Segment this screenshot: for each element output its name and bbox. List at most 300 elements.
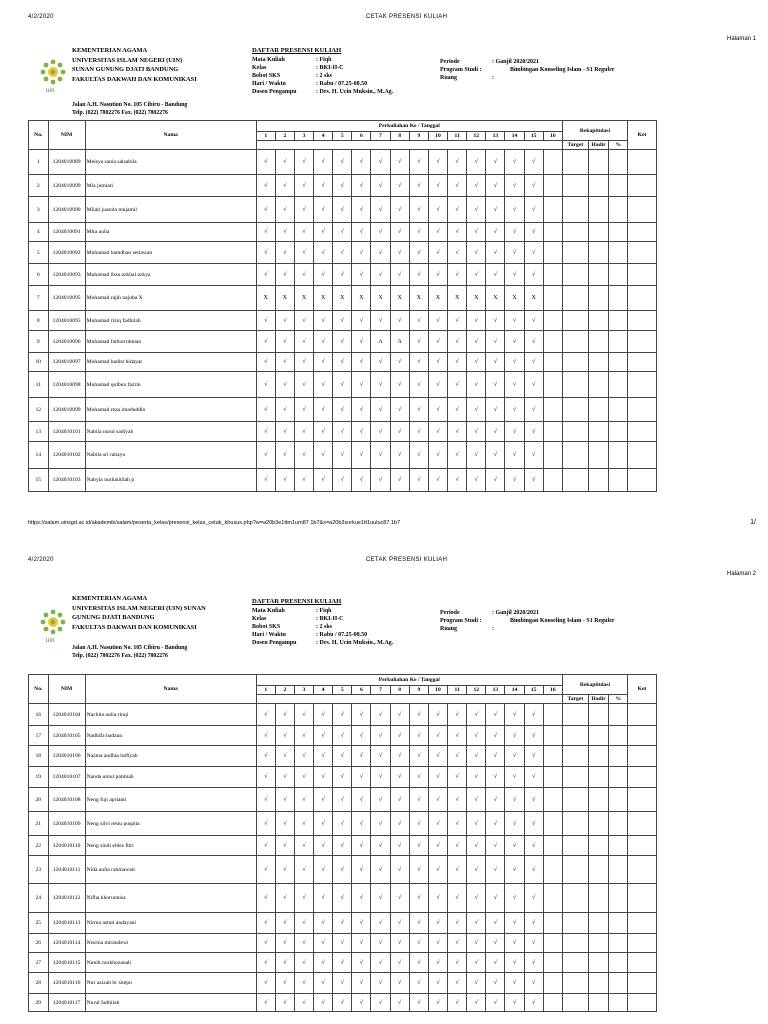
attendance-mark: √ xyxy=(505,422,524,442)
attendance-mark: √ xyxy=(352,242,371,264)
attendance-mark: √ xyxy=(314,812,333,836)
attendance-mark: √ xyxy=(333,150,352,175)
attendance-mark: √ xyxy=(256,856,275,884)
target-cell xyxy=(563,884,589,913)
attendance-mark: √ xyxy=(428,264,447,286)
student-nim: 1204010095 xyxy=(48,311,85,331)
attendance-mark: √ xyxy=(409,812,428,836)
attendance-mark: √ xyxy=(294,767,313,788)
student-name: Muhamad reza imaduddin xyxy=(85,398,256,422)
attendance-mark: √ xyxy=(467,197,486,223)
attendance-mark: √ xyxy=(428,836,447,856)
session-date-row xyxy=(256,695,562,704)
attendance-mark: √ xyxy=(294,331,313,353)
attendance-mark: √ xyxy=(409,372,428,398)
attendance-mark: √ xyxy=(314,398,333,422)
attendance-mark xyxy=(543,812,562,836)
hadir-cell xyxy=(588,812,609,836)
attendance-mark: √ xyxy=(371,398,390,422)
attendance-mark: √ xyxy=(428,223,447,242)
attendance-mark xyxy=(543,788,562,812)
student-name: Nabyla nurhaiitilah p xyxy=(85,469,256,492)
attendance-mark: √ xyxy=(314,973,333,994)
attendance-mark: √ xyxy=(275,994,294,1012)
doc-title: DAFTAR PRESENSI KULIAH xyxy=(252,47,342,54)
hadir-cell xyxy=(588,469,609,492)
attendance-mark: √ xyxy=(524,331,543,353)
target-cell xyxy=(563,836,589,856)
persen-cell xyxy=(609,372,628,398)
attendance-mark: √ xyxy=(333,812,352,836)
attendance-mark: √ xyxy=(505,197,524,223)
hadir-cell xyxy=(588,884,609,913)
attendance-mark: √ xyxy=(448,836,467,856)
attendance-mark: A xyxy=(390,331,409,353)
attendance-mark: √ xyxy=(333,934,352,953)
attendance-mark: √ xyxy=(505,973,524,994)
student-name: Muhamad fathurrohman xyxy=(85,331,256,353)
attendance-mark: √ xyxy=(448,353,467,372)
table-row xyxy=(29,469,657,492)
attendance-mark: √ xyxy=(409,994,428,1012)
attendance-mark: √ xyxy=(448,788,467,812)
row-number: 13 xyxy=(29,422,49,442)
attendance-mark xyxy=(543,856,562,884)
attendance-mark: √ xyxy=(371,223,390,242)
label-prodi: Program Studi : xyxy=(440,618,482,624)
attendance-mark: √ xyxy=(524,953,543,973)
attendance-mark: √ xyxy=(371,469,390,492)
attendance-mark: √ xyxy=(409,746,428,767)
institution-line: KEMENTERIAN AGAMA xyxy=(72,47,148,54)
table-row xyxy=(29,422,657,442)
attendance-mark: √ xyxy=(505,331,524,353)
institution-block xyxy=(72,46,242,84)
attendance-mark: √ xyxy=(314,372,333,398)
label-dosen: Dosen Pengampu xyxy=(252,640,297,646)
attendance-mark: √ xyxy=(486,704,505,726)
attendance-mark: √ xyxy=(314,913,333,934)
attendance-mark: √ xyxy=(409,767,428,788)
attendance-mark: √ xyxy=(428,973,447,994)
attendance-mark: √ xyxy=(275,150,294,175)
attendance-mark: √ xyxy=(505,264,524,286)
value-ruang: : xyxy=(492,75,494,81)
session-header: 4 xyxy=(314,132,333,141)
attendance-mark: √ xyxy=(314,934,333,953)
attendance-mark: √ xyxy=(333,913,352,934)
attendance-mark: √ xyxy=(371,836,390,856)
col-header-rekapitulasi: Rekapitulasi xyxy=(563,121,628,141)
attendance-mark: √ xyxy=(294,469,313,492)
attendance-mark: √ xyxy=(448,856,467,884)
attendance-mark xyxy=(543,836,562,856)
attendance-mark: √ xyxy=(467,973,486,994)
attendance-mark: √ xyxy=(371,175,390,197)
attendance-mark: √ xyxy=(371,704,390,726)
attendance-mark: √ xyxy=(275,442,294,469)
attendance-mark: √ xyxy=(505,767,524,788)
attendance-mark: √ xyxy=(314,836,333,856)
student-name: Muhamad rajib najuba X xyxy=(85,286,256,311)
attendance-mark: √ xyxy=(256,767,275,788)
student-name: Mia jumiati xyxy=(85,175,256,197)
row-number: 23 xyxy=(29,856,49,884)
attendance-mark: √ xyxy=(486,442,505,469)
attendance-mark: √ xyxy=(314,746,333,767)
table-row xyxy=(29,994,657,1012)
attendance-mark: √ xyxy=(448,398,467,422)
institution-line: GUNUNG DJATI BANDUNG xyxy=(72,614,155,621)
student-name: Nurul fadhilah xyxy=(85,994,256,1012)
target-cell xyxy=(563,788,589,812)
table-row xyxy=(29,788,657,812)
attendance-mark: √ xyxy=(505,856,524,884)
row-number: 3 xyxy=(29,197,49,223)
student-nim: 1204010091 xyxy=(48,223,85,242)
attendance-mark: √ xyxy=(314,856,333,884)
attendance-mark: √ xyxy=(294,913,313,934)
target-cell xyxy=(563,372,589,398)
attendance-mark: √ xyxy=(275,372,294,398)
row-number: 24 xyxy=(29,884,49,913)
value-mata-kuliah: : Fiqh xyxy=(316,608,332,614)
row-number: 9 xyxy=(29,331,49,353)
attendance-mark: √ xyxy=(352,422,371,442)
attendance-mark xyxy=(543,175,562,197)
attendance-mark xyxy=(543,422,562,442)
attendance-mark: √ xyxy=(467,884,486,913)
attendance-mark: √ xyxy=(524,223,543,242)
persen-cell xyxy=(609,788,628,812)
attendance-mark: √ xyxy=(275,788,294,812)
attendance-mark: √ xyxy=(371,264,390,286)
attendance-mark: √ xyxy=(524,264,543,286)
persen-cell xyxy=(609,331,628,353)
attendance-mark: √ xyxy=(428,398,447,422)
attendance-mark: √ xyxy=(448,372,467,398)
attendance-mark: √ xyxy=(333,726,352,746)
session-header: 11 xyxy=(448,132,467,141)
target-cell xyxy=(563,812,589,836)
student-nim: 1204010089 xyxy=(48,150,85,175)
target-cell xyxy=(563,767,589,788)
table-row xyxy=(29,372,657,398)
attendance-mark: √ xyxy=(352,442,371,469)
session-header: 13 xyxy=(486,132,505,141)
attendance-mark: √ xyxy=(467,223,486,242)
attendance-mark: √ xyxy=(390,223,409,242)
table-row xyxy=(29,767,657,788)
uin-logo-icon xyxy=(38,608,68,642)
col-header-hadir: Hadir xyxy=(588,695,609,704)
attendance-mark: √ xyxy=(428,913,447,934)
table-row xyxy=(29,331,657,353)
attendance-mark: √ xyxy=(256,934,275,953)
ket-cell xyxy=(627,197,656,223)
hadir-cell xyxy=(588,442,609,469)
attendance-mark: √ xyxy=(505,934,524,953)
attendance-mark: √ xyxy=(524,746,543,767)
attendance-mark: √ xyxy=(428,311,447,331)
attendance-mark: √ xyxy=(524,442,543,469)
attendance-mark: √ xyxy=(333,704,352,726)
attendance-mark: √ xyxy=(390,197,409,223)
attendance-mark: √ xyxy=(390,398,409,422)
attendance-mark: √ xyxy=(409,469,428,492)
attendance-mark: √ xyxy=(275,264,294,286)
target-cell xyxy=(563,973,589,994)
attendance-mark: √ xyxy=(275,175,294,197)
institution-line: KEMENTERIAN AGAMA xyxy=(72,595,148,602)
attendance-mark: √ xyxy=(409,150,428,175)
value-ruang: : xyxy=(492,626,494,632)
attendance-mark: √ xyxy=(275,726,294,746)
attendance-mark: √ xyxy=(524,469,543,492)
ket-cell xyxy=(627,286,656,311)
ket-cell xyxy=(627,353,656,372)
student-nim: 1204010105 xyxy=(48,726,85,746)
attendance-mark: √ xyxy=(352,372,371,398)
attendance-mark: √ xyxy=(275,913,294,934)
attendance-mark: √ xyxy=(524,994,543,1012)
session-header: 10 xyxy=(428,686,447,695)
attendance-mark: √ xyxy=(409,973,428,994)
attendance-mark: √ xyxy=(390,953,409,973)
attendance-mark xyxy=(543,398,562,422)
attendance-mark: √ xyxy=(409,704,428,726)
persen-cell xyxy=(609,704,628,726)
attendance-mark: √ xyxy=(333,973,352,994)
attendance-mark: √ xyxy=(409,353,428,372)
row-number: 2 xyxy=(29,175,49,197)
value-hari: : Rabu / 07.25-08.50 xyxy=(316,81,368,87)
session-date-row xyxy=(256,141,562,150)
attendance-mark: √ xyxy=(256,311,275,331)
attendance-mark: √ xyxy=(524,353,543,372)
attendance-mark: √ xyxy=(294,836,313,856)
student-name: Neng fuji aprianti xyxy=(85,788,256,812)
persen-cell xyxy=(609,973,628,994)
attendance-mark: √ xyxy=(352,973,371,994)
student-nim: 1204010107 xyxy=(48,767,85,788)
student-nim: 1204010102 xyxy=(48,442,85,469)
attendance-mark xyxy=(543,726,562,746)
target-cell xyxy=(563,442,589,469)
label-bobot: Bobot SKS xyxy=(252,73,281,79)
attendance-mark: √ xyxy=(409,726,428,746)
target-cell xyxy=(563,726,589,746)
label-mata-kuliah: Mata Kuliah xyxy=(252,57,285,63)
attendance-mark: √ xyxy=(390,442,409,469)
student-name: Muhamad qolbun fazrin xyxy=(85,372,256,398)
attendance-mark: √ xyxy=(352,994,371,1012)
student-nim: 1204010104 xyxy=(48,704,85,726)
attendance-mark: √ xyxy=(390,422,409,442)
attendance-mark xyxy=(543,442,562,469)
attendance-mark: √ xyxy=(371,746,390,767)
attendance-table xyxy=(28,120,657,492)
attendance-mark: √ xyxy=(294,422,313,442)
label-prodi: Program Studi : xyxy=(440,67,482,73)
ket-cell xyxy=(627,788,656,812)
attendance-mark: √ xyxy=(256,913,275,934)
attendance-mark: √ xyxy=(294,788,313,812)
row-number: 6 xyxy=(29,264,49,286)
attendance-mark: √ xyxy=(256,264,275,286)
target-cell xyxy=(563,286,589,311)
attendance-mark: √ xyxy=(333,331,352,353)
attendance-mark: √ xyxy=(390,973,409,994)
attendance-mark xyxy=(543,934,562,953)
attendance-mark: √ xyxy=(275,398,294,422)
attendance-mark: √ xyxy=(371,994,390,1012)
attendance-mark: √ xyxy=(371,812,390,836)
attendance-mark: √ xyxy=(256,704,275,726)
table-row xyxy=(29,286,657,311)
student-nim: 1204010093 xyxy=(48,264,85,286)
ket-cell xyxy=(627,913,656,934)
attendance-mark: √ xyxy=(275,746,294,767)
hadir-cell xyxy=(588,726,609,746)
attendance-mark: √ xyxy=(275,469,294,492)
attendance-mark: √ xyxy=(486,175,505,197)
session-header: 5 xyxy=(333,686,352,695)
student-name: Muhamad hadist hidayat xyxy=(85,353,256,372)
uin-logo-icon xyxy=(38,58,68,92)
hadir-cell xyxy=(588,913,609,934)
institution-line: FAKULTAS DAKWAH DAN KOMUNIKASI xyxy=(72,623,197,631)
attendance-mark: √ xyxy=(352,469,371,492)
target-cell xyxy=(563,175,589,197)
ket-cell xyxy=(627,973,656,994)
attendance-mark: √ xyxy=(409,311,428,331)
row-number: 14 xyxy=(29,442,49,469)
attendance-mark: √ xyxy=(333,353,352,372)
attendance-mark: √ xyxy=(352,934,371,953)
attendance-mark xyxy=(543,311,562,331)
target-cell xyxy=(563,422,589,442)
attendance-mark: √ xyxy=(524,812,543,836)
attendance-mark: √ xyxy=(428,353,447,372)
row-number: 1 xyxy=(29,150,49,175)
attendance-mark: √ xyxy=(256,197,275,223)
value-periode: : Ganjil 2020/2021 xyxy=(492,59,540,65)
ket-cell xyxy=(627,856,656,884)
student-name: Nazma audhia lutfiyah xyxy=(85,746,256,767)
attendance-mark: √ xyxy=(256,746,275,767)
attendance-mark: √ xyxy=(505,242,524,264)
persen-cell xyxy=(609,311,628,331)
student-name: Nanda umul patimah xyxy=(85,767,256,788)
institution-line: FAKULTAS DAKWAH DAN KOMUNIKASI xyxy=(72,75,197,83)
attendance-mark: √ xyxy=(314,469,333,492)
attendance-mark: √ xyxy=(409,836,428,856)
col-header-no: No. xyxy=(29,675,49,704)
attendance-mark: √ xyxy=(333,311,352,331)
attendance-mark: √ xyxy=(486,372,505,398)
session-header: 6 xyxy=(352,132,371,141)
table-row xyxy=(29,812,657,836)
hadir-cell xyxy=(588,788,609,812)
session-header: 2 xyxy=(275,686,294,695)
attendance-mark: √ xyxy=(486,994,505,1012)
attendance-mark: √ xyxy=(486,812,505,836)
attendance-mark: √ xyxy=(467,994,486,1012)
attendance-mark: √ xyxy=(428,422,447,442)
attendance-mark: √ xyxy=(409,953,428,973)
print-title: CETAK PRESENSI KULIAH xyxy=(366,557,448,563)
hadir-cell xyxy=(588,746,609,767)
attendance-mark xyxy=(543,913,562,934)
attendance-mark: √ xyxy=(371,788,390,812)
row-number: 18 xyxy=(29,746,49,767)
attendance-mark: √ xyxy=(333,953,352,973)
attendance-mark: √ xyxy=(505,746,524,767)
attendance-mark: √ xyxy=(486,934,505,953)
attendance-mark: √ xyxy=(314,767,333,788)
institution-block xyxy=(72,594,242,632)
attendance-mark: √ xyxy=(390,934,409,953)
attendance-mark: √ xyxy=(486,726,505,746)
attendance-mark: √ xyxy=(486,264,505,286)
value-kelas: : BKI-II-C xyxy=(316,65,344,71)
attendance-mark: √ xyxy=(486,767,505,788)
attendance-mark: X xyxy=(448,286,467,311)
col-header-perkuliahan: Perkuliahan Ke / Tanggal xyxy=(256,675,562,686)
attendance-mark: √ xyxy=(467,704,486,726)
attendance-mark: √ xyxy=(524,422,543,442)
attendance-mark: √ xyxy=(294,726,313,746)
table-row xyxy=(29,398,657,422)
session-header: 16 xyxy=(543,132,562,141)
attendance-mark: √ xyxy=(333,197,352,223)
attendance-mark: √ xyxy=(428,442,447,469)
attendance-mark xyxy=(543,197,562,223)
student-name: Nida aulia rahmawati xyxy=(85,856,256,884)
label-dosen: Dosen Pengampu xyxy=(252,89,297,95)
attendance-mark: √ xyxy=(409,422,428,442)
persen-cell xyxy=(609,264,628,286)
attendance-mark: √ xyxy=(524,372,543,398)
label-ruang: Ruang xyxy=(440,626,458,632)
attendance-mark: √ xyxy=(467,442,486,469)
attendance-mark: √ xyxy=(314,264,333,286)
ket-cell xyxy=(627,767,656,788)
attendance-mark: √ xyxy=(486,223,505,242)
ket-cell xyxy=(627,442,656,469)
hadir-cell xyxy=(588,311,609,331)
attendance-mark: √ xyxy=(409,398,428,422)
attendance-mark: √ xyxy=(275,934,294,953)
attendance-mark: √ xyxy=(448,242,467,264)
target-cell xyxy=(563,856,589,884)
persen-cell xyxy=(609,422,628,442)
attendance-mark: √ xyxy=(505,150,524,175)
student-nim: 1204010099 xyxy=(48,398,85,422)
attendance-mark xyxy=(543,372,562,398)
session-header: 4 xyxy=(314,686,333,695)
attendance-mark: √ xyxy=(390,353,409,372)
attendance-mark: √ xyxy=(275,856,294,884)
attendance-mark: √ xyxy=(505,884,524,913)
hadir-cell xyxy=(588,197,609,223)
attendance-mark: √ xyxy=(467,242,486,264)
attendance-mark xyxy=(543,953,562,973)
student-name: Muhamad hamdhan setiawan xyxy=(85,242,256,264)
attendance-mark: √ xyxy=(524,175,543,197)
attendance-mark: √ xyxy=(256,726,275,746)
